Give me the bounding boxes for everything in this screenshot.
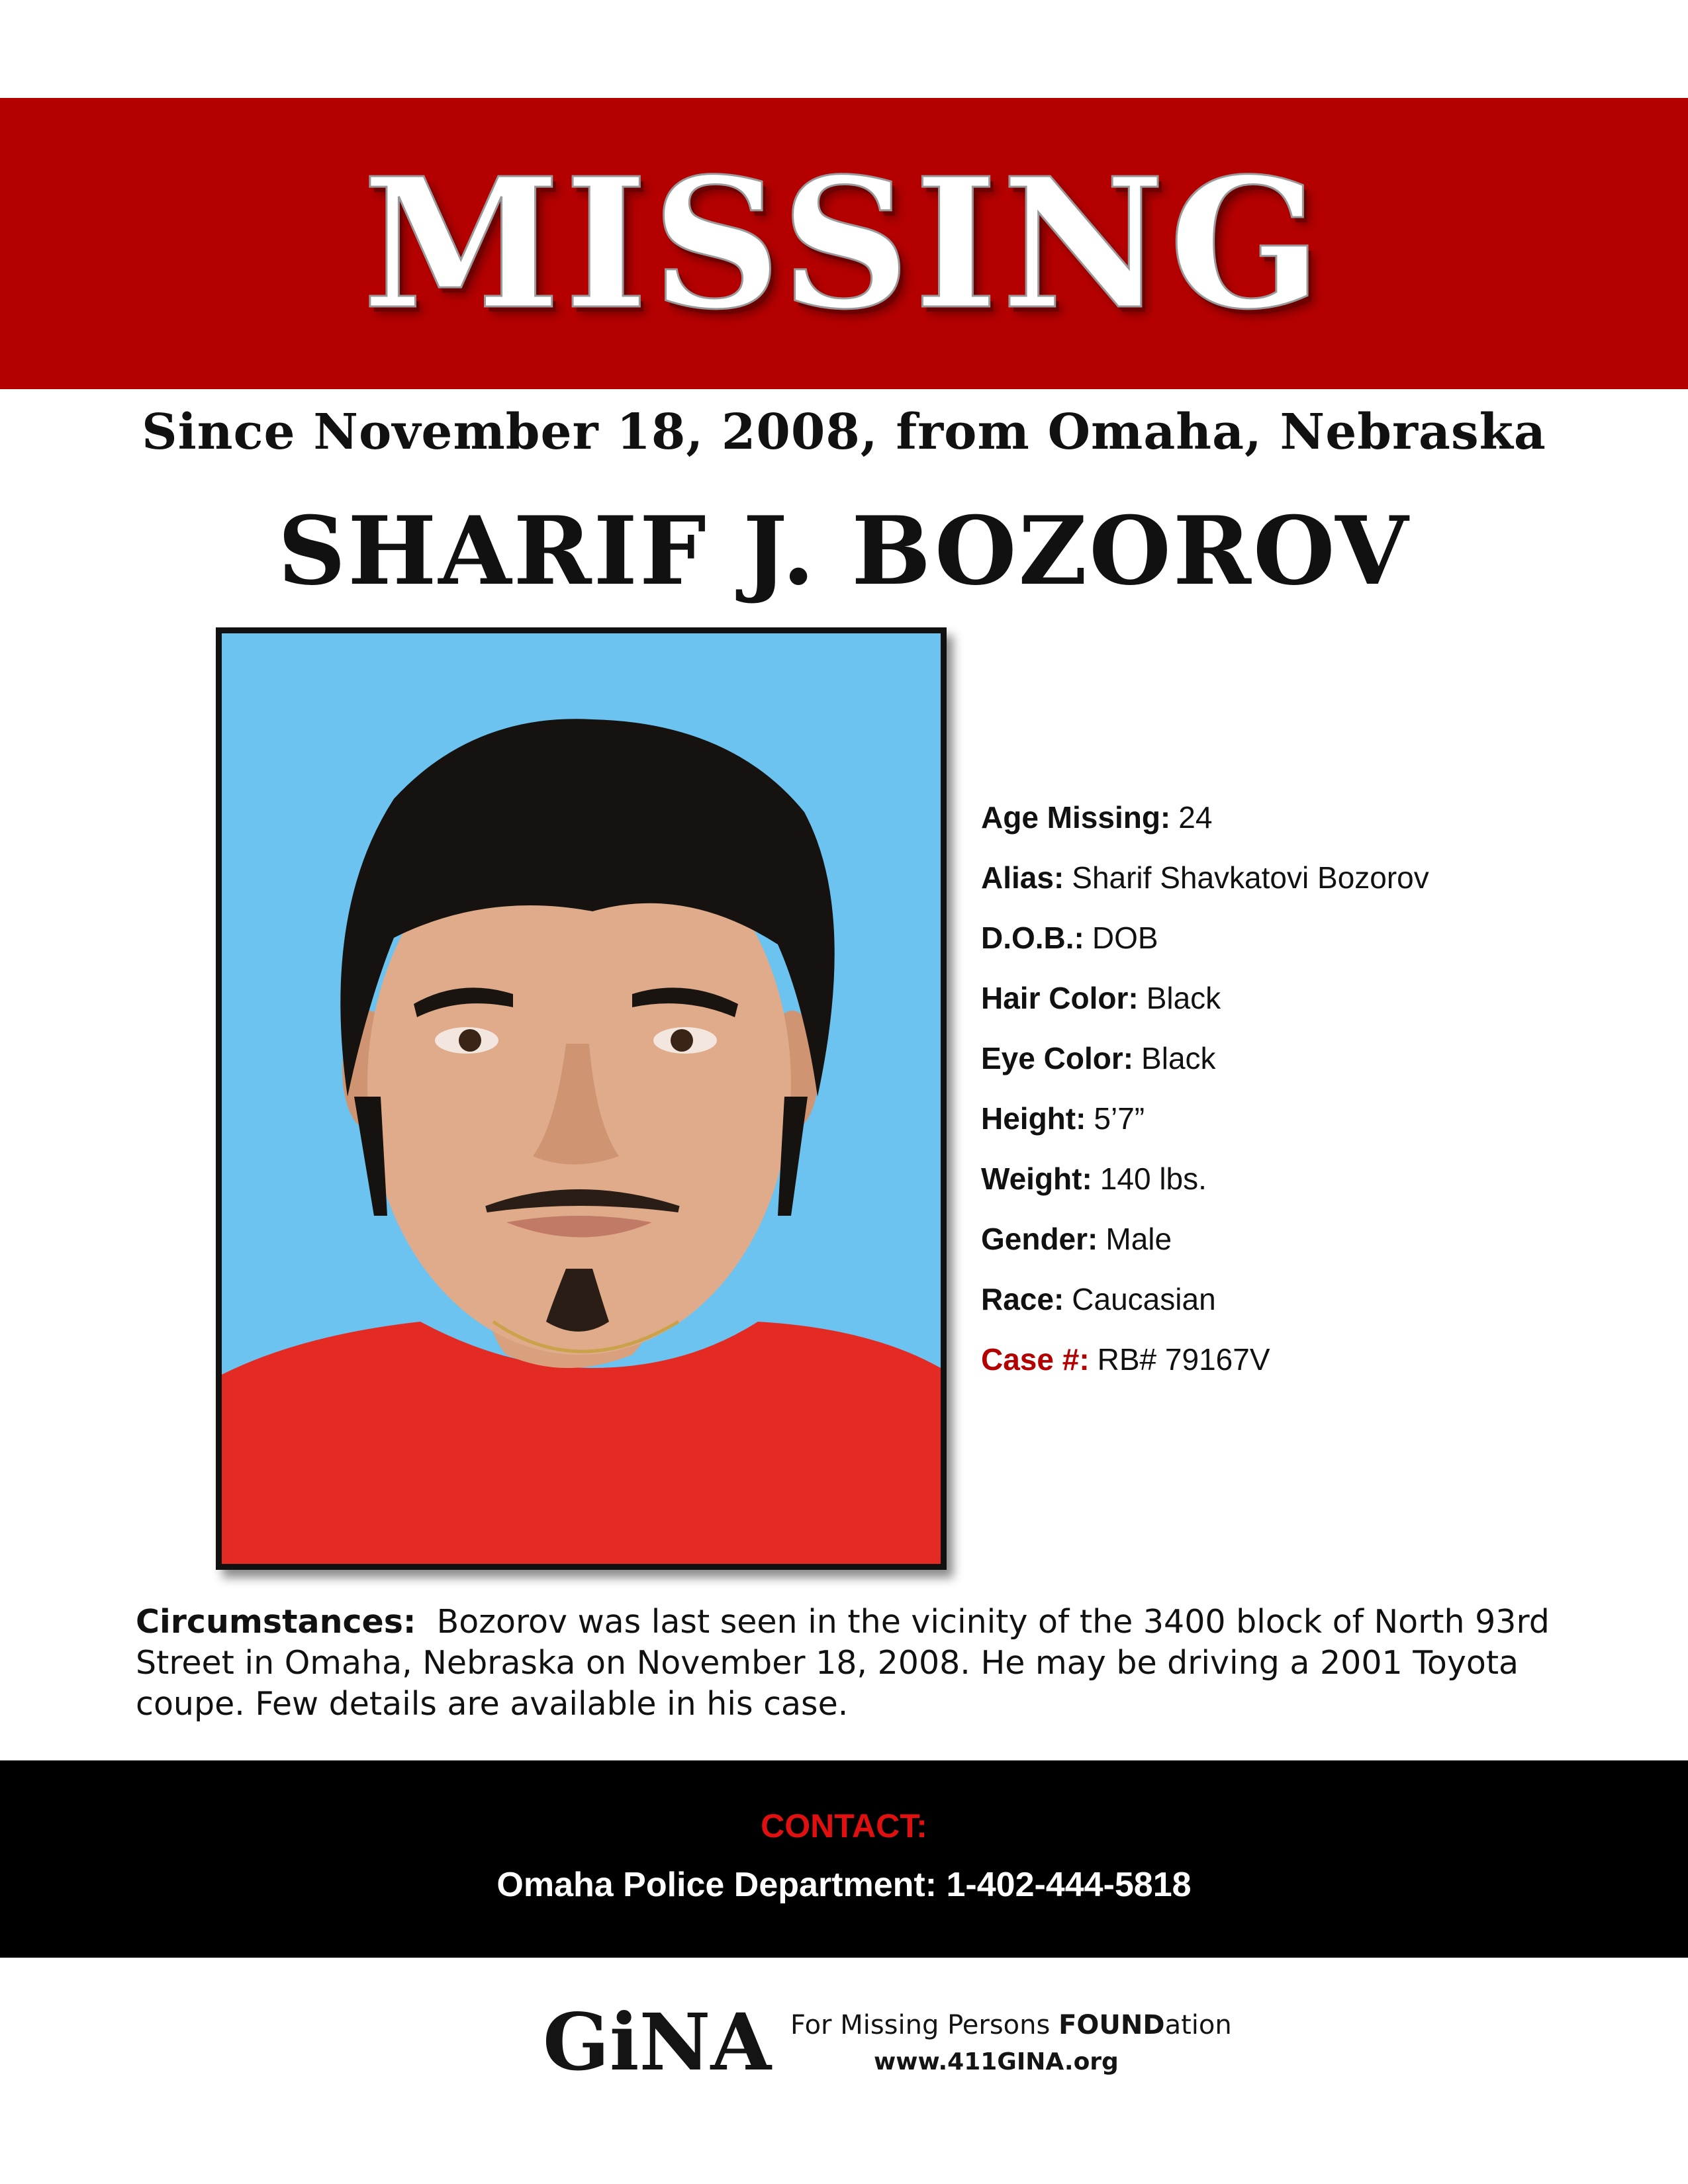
detail-value: Black	[1146, 981, 1221, 1015]
detail-label: Weight:	[981, 1161, 1092, 1196]
missing-banner	[0, 98, 1688, 389]
logo-tagline	[790, 2010, 1232, 2040]
detail-race	[981, 1279, 1643, 1340]
logo-tagline-suffix: ation	[1164, 2010, 1232, 2040]
logo-tagline-emphasis: FOUND	[1058, 2010, 1165, 2040]
detail-label: Height:	[981, 1101, 1086, 1136]
detail-height	[981, 1099, 1643, 1159]
person-details	[981, 797, 1643, 1400]
detail-value: 5’7”	[1094, 1101, 1145, 1136]
detail-dob	[981, 918, 1643, 978]
detail-label: Age Missing:	[981, 800, 1171, 835]
person-name: SHARIF J. BOZOROV	[277, 496, 1411, 606]
logo-brand: GiNA	[543, 1996, 772, 2088]
detail-label: Eye Color:	[981, 1041, 1134, 1075]
gina-logo-graphic	[543, 1995, 1232, 2088]
gina-logo	[543, 1995, 1232, 2088]
detail-value: DOB	[1092, 921, 1158, 955]
detail-label: Gender:	[981, 1222, 1098, 1256]
detail-label: Hair Color:	[981, 981, 1139, 1015]
detail-case-number	[981, 1340, 1643, 1400]
circumstances-text: Bozorov was last seen in the vicinity of the 3400 block of North 93rd Street in Omaha, Nebraska on November 18, 2008. He may be driving a 2001 Toyota coupe. Few details are available in his case.	[136, 1603, 1550, 1723]
detail-value: 140 lbs.	[1100, 1161, 1207, 1196]
contact-info: Omaha Police Department: 1-402-444-5818	[496, 1866, 1192, 1904]
detail-label: Race:	[981, 1282, 1064, 1316]
detail-gender	[981, 1219, 1643, 1279]
detail-alias	[981, 858, 1643, 918]
detail-value: RB# 79167V	[1097, 1342, 1270, 1377]
contact-bar	[0, 1760, 1688, 1958]
detail-weight	[981, 1159, 1643, 1219]
detail-age-missing	[981, 797, 1643, 858]
contact-label: CONTACT:	[761, 1807, 927, 1844]
circumstances-paragraph	[136, 1602, 1566, 1725]
logo-url: www.411GINA.org	[874, 2048, 1119, 2075]
detail-value: Sharif Shavkatovi Bozorov	[1072, 860, 1429, 895]
logo-tagline-prefix: For Missing Persons	[790, 2010, 1059, 2040]
person-photo	[216, 627, 947, 1570]
person-photo-image	[222, 633, 941, 1564]
detail-eye-color	[981, 1038, 1643, 1099]
detail-hair-color	[981, 978, 1643, 1038]
detail-label: Case #:	[981, 1342, 1090, 1377]
circumstances-label: Circumstances:	[136, 1603, 416, 1641]
detail-label: Alias:	[981, 860, 1064, 895]
detail-value: 24	[1178, 800, 1213, 835]
detail-value: Black	[1141, 1041, 1216, 1075]
detail-value: Male	[1105, 1222, 1172, 1256]
detail-label: D.O.B.:	[981, 921, 1084, 955]
banner-title: MISSING	[362, 138, 1326, 349]
missing-since-line: Since November 18, 2008, from Omaha, Nebraska	[142, 404, 1546, 461]
detail-value: Caucasian	[1072, 1282, 1216, 1316]
